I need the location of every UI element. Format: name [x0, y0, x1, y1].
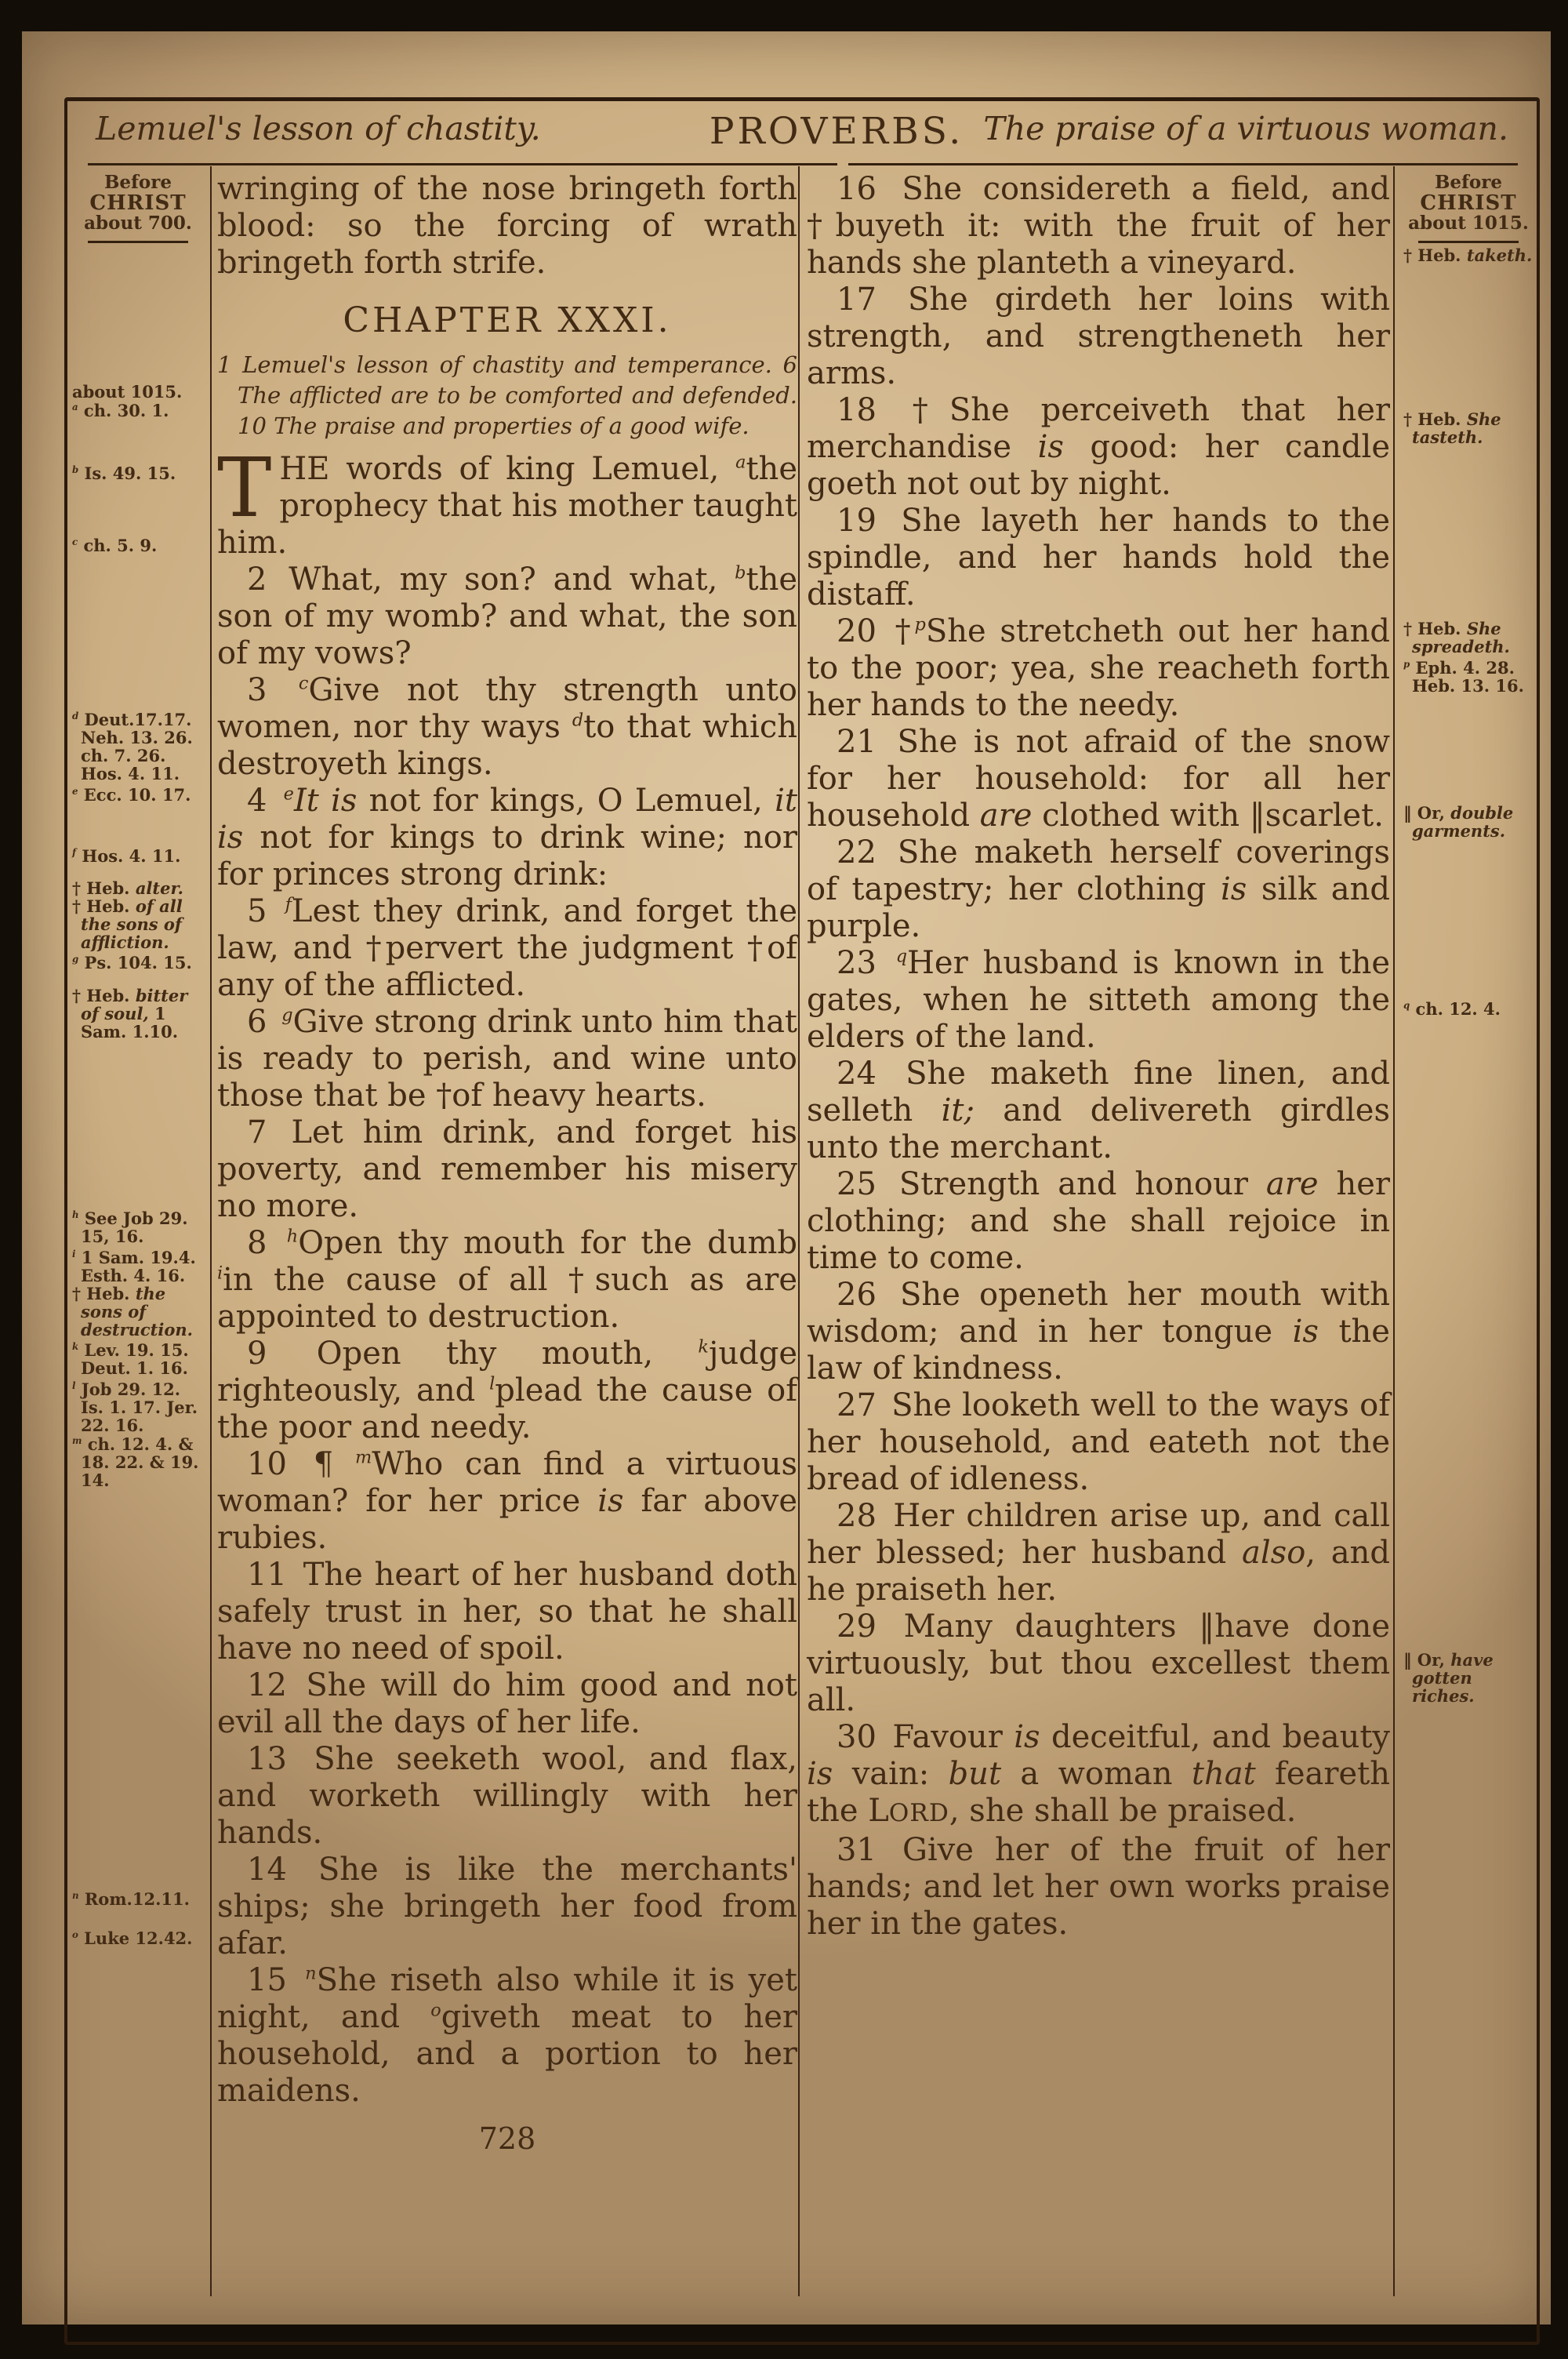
verse-11: 11 The heart of her husband doth safely trust in her, so that he shall have no need of spoil.: [217, 1557, 797, 1667]
margin-note: † Heb. alter.: [72, 878, 183, 898]
verse-number: 27: [837, 1387, 877, 1423]
margin-note: $^l$ Job 29. 12. Is. 1. 17. Jer. 22. 16.: [72, 1379, 198, 1435]
verse-28: 28 Her children arise up, and call her blessed; her husband also, and he praiseth her.: [807, 1498, 1391, 1608]
verse-number: 17: [837, 282, 877, 318]
verse-30: 30 Favour is deceitful, and beauty is vain: but a woman that feareth the LORD, she shall be praised.: [807, 1719, 1390, 1829]
verse-number: 4: [247, 783, 267, 819]
verse-number: 20: [837, 613, 877, 649]
verse-number: 21: [837, 724, 877, 760]
verse-4: 4 $^e$It is not for kings, O Lemuel, it is not for kings to drink wine; nor for princes strong drink:: [217, 783, 797, 892]
before-christ-heading-right: [1399, 173, 1537, 234]
verse-number: 9: [247, 1336, 267, 1372]
margin-note: $^g$ Ps. 104. 15.: [72, 953, 192, 972]
margin-note: $^i$ 1 Sam. 19.4. Esth. 4. 16.: [72, 1248, 196, 1285]
verse-number: 7: [247, 1114, 267, 1150]
header-left-title: Lemuel's lesson of chastity.: [96, 110, 541, 147]
bc-line: Before: [1434, 172, 1503, 193]
margin-note: $^o$ Luke 12.42.: [72, 1928, 193, 1948]
verse-2: 2 What, my son? and what, $^b$the son of my womb? and what, the son of my vows?: [217, 562, 798, 671]
verse-number: 8: [247, 1225, 267, 1261]
page-paper: [22, 31, 1551, 2324]
verse-number: 6: [247, 1004, 267, 1040]
verse-number: 30: [837, 1719, 877, 1755]
running-header: [85, 105, 1513, 160]
verse-7: 7 Let him drink, and forget his poverty, and remember his misery no more.: [217, 1114, 797, 1224]
verse-19: 19 She layeth her hands to the spindle, and her hands hold the distaff.: [807, 503, 1390, 612]
margin-note: about 1015.: [72, 382, 183, 402]
verse-6: 6 $^g$Give strong drink unto him that is ready to perish, and wine unto those that be †of heavy hearts.: [217, 1004, 797, 1114]
continuation-paragraph: wringing of the nose bringeth forth blood: so the forcing of wrath bringeth forth strife.: [217, 171, 797, 281]
margin-heading-rule: [1418, 241, 1519, 243]
verse-number: 22: [837, 834, 877, 871]
right-text-column: [807, 171, 1390, 1943]
margin-note: $^b$ Is. 49. 15.: [72, 463, 176, 483]
bc-line: about 700.: [84, 213, 192, 234]
verse-18: 18 †She perceiveth that her merchandise is good: her candle goeth not out by night.: [807, 392, 1390, 502]
verse-1: THE words of king Lemuel, $^a$the prophecy that his mother taught him.: [217, 440, 797, 561]
margin-note: $^m$ ch. 12. 4. & 18. 22. & 19. 14.: [72, 1434, 199, 1490]
bc-line: CHRIST: [1420, 191, 1517, 215]
chapter-heading: CHAPTER XXXI.: [343, 300, 672, 340]
verse-number: 5: [247, 893, 267, 929]
margin-note: $^e$ Ecc. 10. 17.: [72, 785, 191, 805]
verse-number: 16: [837, 171, 877, 207]
left-margin-column: [68, 172, 208, 1948]
verse-15: 15 $^n$She riseth also while it is yet night, and $^o$giveth meat to her household, and a portion to her maidens.: [217, 1962, 797, 2109]
verse-number: 10: [247, 1446, 287, 1482]
verse-number: 19: [837, 503, 877, 539]
page-body: [67, 166, 1539, 2343]
verse-9: 9 Open thy mouth, $^k$judge righteously, and $^l$plead the cause of the poor and needy.: [217, 1336, 798, 1445]
left-column-verses: [217, 440, 798, 2110]
bc-line: Before: [103, 172, 172, 193]
margin-note: $^d$ Deut.17.17. Neh. 13. 26. ch. 7. 26. Hos. 4. 11.: [72, 710, 193, 783]
margin-note: $^k$ Lev. 19. 15. Deut. 1. 16.: [72, 1340, 189, 1378]
verse-10: 10 ¶ $^m$Who can find a virtuous woman? for her price is far above rubies.: [217, 1446, 797, 1556]
margin-heading-rule: [88, 241, 188, 243]
left-text-column: [217, 171, 797, 2157]
column-divider-right: [1393, 166, 1395, 2296]
margin-note: $^q$ ch. 12. 4.: [1403, 999, 1501, 1019]
verse-31: 31 Give her of the fruit of her hands; and let her own works praise her in the gates.: [807, 1832, 1391, 1942]
verse-23: 23 $^q$Her husband is known in the gates, when he sitteth among the elders of the land.: [807, 945, 1390, 1055]
page-number: 728: [478, 2121, 536, 2156]
drop-cap: T: [217, 440, 272, 536]
verse-20: 20 †$^p$She stretcheth out her hand to the poor; yea, she reacheth forth her hands to the needy.: [807, 613, 1390, 723]
right-column-verses: [807, 171, 1390, 1943]
verse-29: 29 Many daughters ‖have done virtuously, but thou excellest them all.: [807, 1608, 1390, 1718]
margin-note: $^c$ ch. 5. 9.: [72, 536, 158, 555]
margin-note: † Heb. She spreadeth.: [1403, 619, 1510, 656]
margin-note: $^f$ Hos. 4. 11.: [72, 846, 181, 866]
verse-number: 2: [247, 562, 267, 598]
verse-number: 31: [837, 1832, 877, 1868]
verse-number: 23: [837, 945, 877, 981]
verse-21: 21 She is not afraid of the snow for her household: for all her household are clothed with ‖scarlet.: [807, 724, 1391, 834]
verse-number: 14: [247, 1852, 287, 1888]
margin-note: † Heb. bitter of soul, 1 Sam. 1.10.: [72, 986, 188, 1041]
verse-25: 25 Strength and honour are her clothing; and she shall rejoice in time to come.: [807, 1166, 1390, 1276]
margin-note: † Heb. of all the sons of affliction.: [72, 896, 183, 952]
verse-3: 3 $^c$Give not thy strength unto women, nor thy ways $^d$to that which destroyeth kings.: [217, 672, 797, 782]
margin-note: $^h$ See Job 29. 15, 16.: [72, 1209, 188, 1246]
margin-note: $^a$ ch. 30. 1.: [72, 401, 169, 420]
verse-8: 8 $^h$Open thy mouth for the dumb $^i$in the cause of all †such as are appointed to destruction.: [217, 1225, 797, 1335]
verse-number: 18: [837, 392, 877, 428]
before-christ-heading-left: [68, 173, 208, 234]
verse-number: 11: [247, 1557, 287, 1593]
verse-17: 17 She girdeth her loins with strength, and strengtheneth her arms.: [807, 282, 1390, 391]
margin-note: † Heb. She tasteth.: [1403, 409, 1501, 447]
verse-number: 13: [247, 1741, 287, 1777]
header-rule-left: [88, 163, 837, 165]
verse-5: 5 $^f$Lest they drink, and forget the law, and †pervert the judgment †of any of the afflicted.: [217, 893, 797, 1003]
bc-line: about 1015.: [1408, 213, 1529, 234]
column-divider-center: [798, 166, 800, 2296]
verse-number: 25: [837, 1166, 877, 1202]
header-right-title: The praise of a virtuous woman.: [983, 110, 1508, 147]
header-book-title: PROVERBS.: [709, 110, 964, 153]
verse-13: 13 She seeketh wool, and flax, and worketh willingly with her hands.: [217, 1741, 797, 1851]
verse-number: 24: [837, 1056, 877, 1092]
margin-note: ‖ Or, double garments.: [1403, 803, 1514, 841]
verse-16: 16 She considereth a field, and †buyeth it: with the fruit of her hands she planteth a vineyard.: [807, 171, 1390, 281]
column-divider-left: [210, 166, 212, 2296]
verse-number: 15: [247, 1962, 287, 1998]
margin-note: ‖ Or, have gotten riches.: [1403, 1650, 1494, 1706]
chapter-summary: 1 Lemuel's lesson of chastity and temperance. 6 The afflicted are to be comforted and defended. 10 The praise and properties of a good wife.: [217, 351, 797, 439]
verse-27: 27 She looketh well to the ways of her household, and eateth not the bread of idleness.: [807, 1387, 1390, 1497]
verse-number: 28: [837, 1498, 877, 1534]
bc-line: CHRIST: [89, 191, 187, 215]
verse-number: 26: [837, 1277, 877, 1313]
verse-14: 14 She is like the merchants' ships; she bringeth her food from afar.: [217, 1852, 797, 1961]
margin-note: † Heb. taketh.: [1403, 245, 1533, 265]
verse-number: 12: [247, 1667, 287, 1703]
margin-note: † Heb. the sons of destruction.: [72, 1284, 193, 1339]
header-rule-right: [848, 163, 1518, 165]
verse-number: 3: [247, 672, 267, 708]
verse-22: 22 She maketh herself coverings of tapestry; her clothing is silk and purple.: [807, 834, 1390, 944]
verse-12: 12 She will do him good and not evil all the days of her life.: [217, 1667, 798, 1740]
margin-note: $^n$ Rom.12.11.: [72, 1889, 190, 1909]
right-margin-column: [1399, 172, 1537, 1706]
margin-note: $^p$ Eph. 4. 28. Heb. 13. 16.: [1403, 658, 1524, 696]
verse-number: 29: [837, 1608, 877, 1645]
verse-26: 26 She openeth her mouth with wisdom; and in her tongue is the law of kindness.: [807, 1277, 1390, 1387]
verse-24: 24 She maketh fine linen, and selleth it; and delivereth girdles unto the merchant.: [807, 1056, 1390, 1165]
